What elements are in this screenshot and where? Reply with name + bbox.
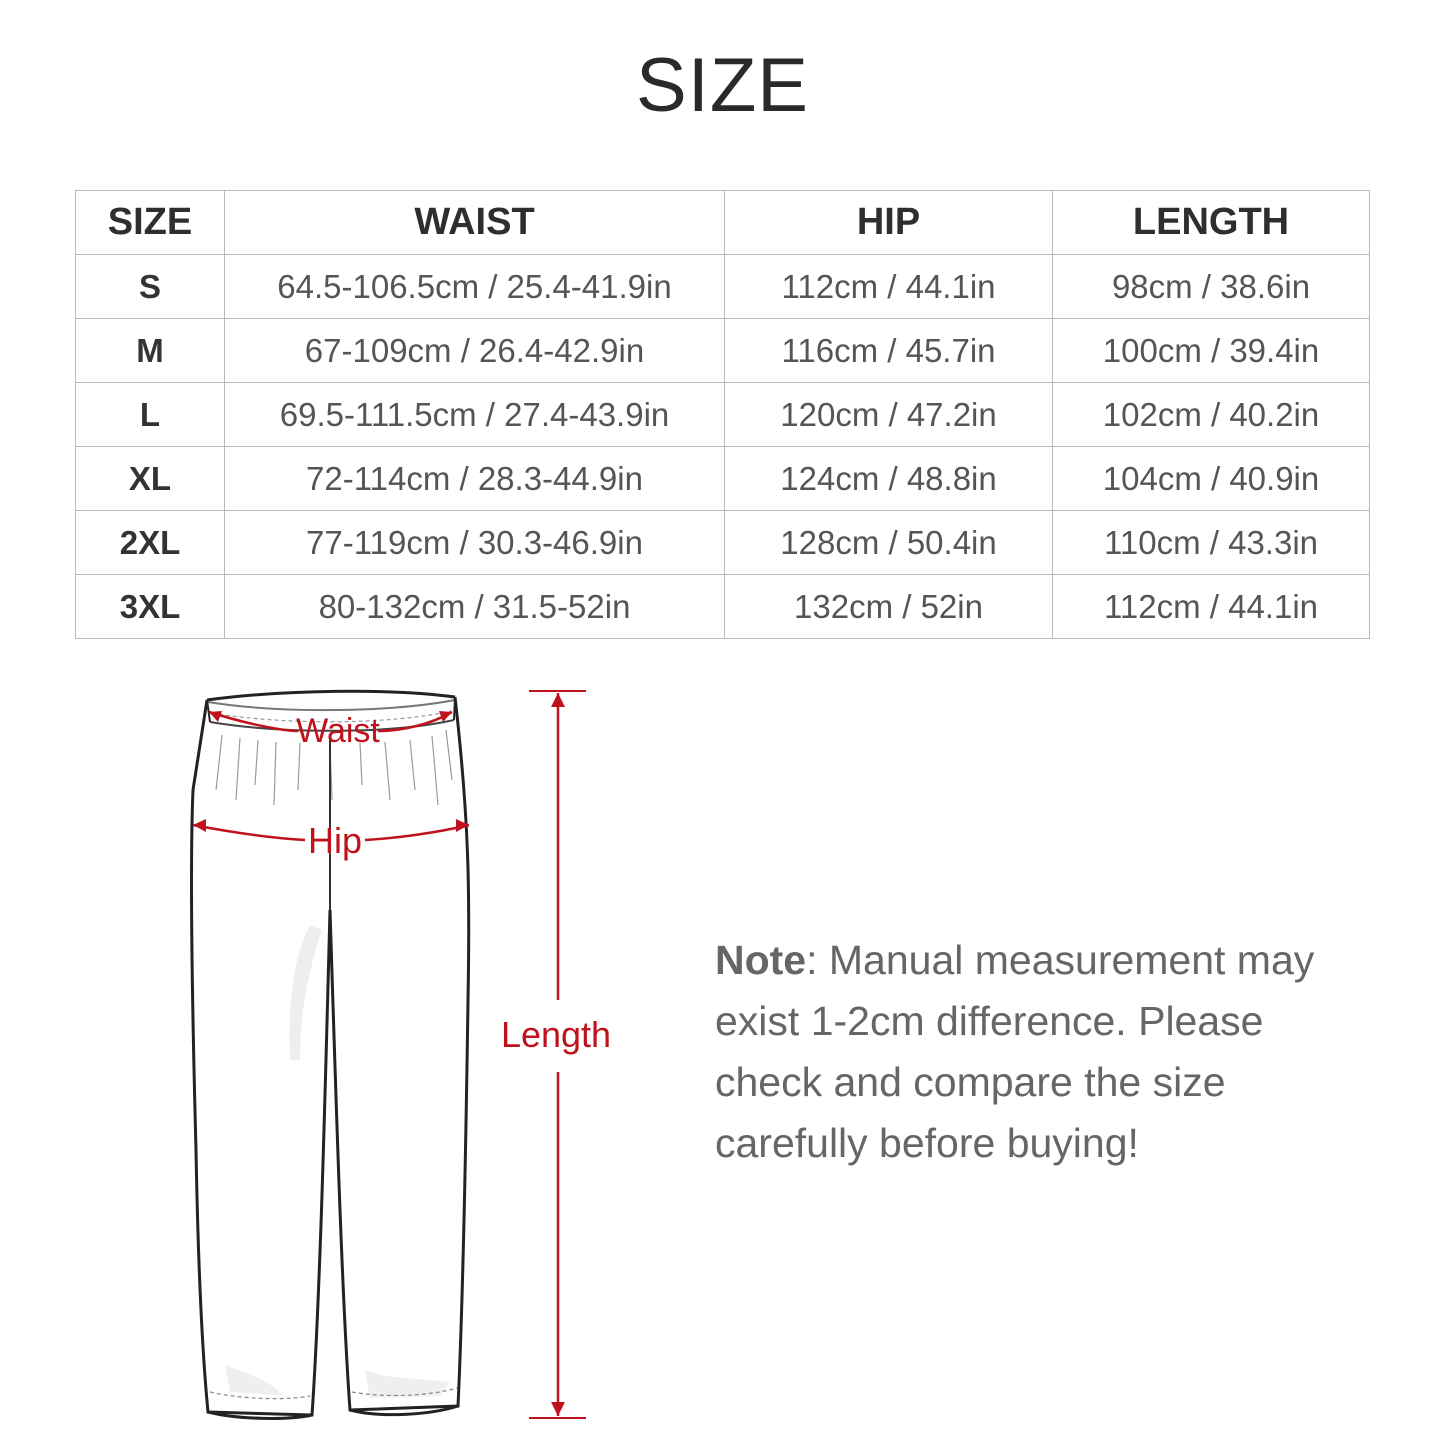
- length-cell: 112cm / 44.1in: [1053, 575, 1370, 639]
- waist-cell: 64.5-106.5cm / 25.4-41.9in: [225, 255, 725, 319]
- note-text: : Manual measurement may exist 1-2cm difference. Please check and compare the size carefully before buying!: [715, 937, 1315, 1166]
- header-waist: WAIST: [225, 191, 725, 255]
- header-length: LENGTH: [1053, 191, 1370, 255]
- hip-cell: 124cm / 48.8in: [725, 447, 1053, 511]
- waist-cell: 69.5-111.5cm / 27.4-43.9in: [225, 383, 725, 447]
- note-label: Note: [715, 937, 807, 983]
- page-title: SIZE: [636, 43, 809, 128]
- pants-outline-icon: [192, 691, 469, 1418]
- length-cell: 104cm / 40.9in: [1053, 447, 1370, 511]
- table-row: [76, 319, 1370, 383]
- size-cell: S: [76, 255, 225, 319]
- length-cell: 102cm / 40.2in: [1053, 383, 1370, 447]
- table-row: [76, 447, 1370, 511]
- size-cell: XL: [76, 447, 225, 511]
- waist-cell: 72-114cm / 28.3-44.9in: [225, 447, 725, 511]
- measurement-diagram: [170, 675, 640, 1435]
- size-chart-table: [75, 190, 1370, 639]
- table-row: [76, 255, 1370, 319]
- size-cell: 2XL: [76, 511, 225, 575]
- length-cell: 98cm / 38.6in: [1053, 255, 1370, 319]
- size-cell: M: [76, 319, 225, 383]
- size-cell: 3XL: [76, 575, 225, 639]
- table-row: [76, 511, 1370, 575]
- waist-cell: 77-119cm / 30.3-46.9in: [225, 511, 725, 575]
- header-size: SIZE: [76, 191, 225, 255]
- waist-cell: 67-109cm / 26.4-42.9in: [225, 319, 725, 383]
- size-cell: L: [76, 383, 225, 447]
- length-cell: 110cm / 43.3in: [1053, 511, 1370, 575]
- header-hip: HIP: [725, 191, 1053, 255]
- length-label: Length: [500, 1014, 612, 1055]
- table-row: [76, 383, 1370, 447]
- waist-cell: 80-132cm / 31.5-52in: [225, 575, 725, 639]
- hip-cell: 120cm / 47.2in: [725, 383, 1053, 447]
- waist-label: Waist: [296, 712, 380, 750]
- hip-cell: 116cm / 45.7in: [725, 319, 1053, 383]
- hip-cell: 112cm / 44.1in: [725, 255, 1053, 319]
- measurement-note: [715, 930, 1375, 1174]
- table-header-row: [76, 191, 1370, 255]
- hip-cell: 128cm / 50.4in: [725, 511, 1053, 575]
- hip-label: Hip: [307, 820, 363, 861]
- table-row: [76, 575, 1370, 639]
- length-cell: 100cm / 39.4in: [1053, 319, 1370, 383]
- hip-cell: 132cm / 52in: [725, 575, 1053, 639]
